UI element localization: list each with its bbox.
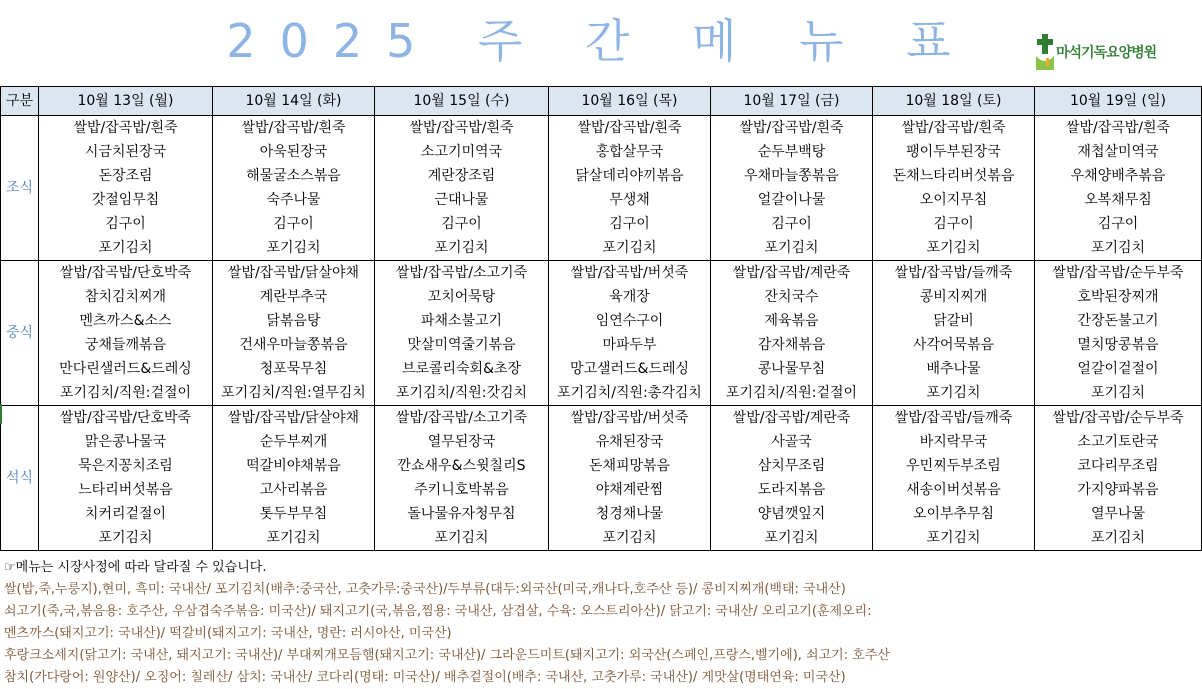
menu-cell: 포기김치: [873, 381, 1035, 406]
menu-cell: 청경채나물: [549, 502, 711, 526]
menu-cell: 건새우마늘쫑볶음: [213, 333, 375, 357]
menu-cell: 시금치된장국: [39, 140, 213, 164]
menu-cell: 홍합살무국: [549, 140, 711, 164]
menu-cell: 포기김치: [711, 526, 873, 551]
menu-cell: 콩비지찌개: [873, 285, 1035, 309]
note-line: 쇠고기(죽,국,볶음용: 호주산, 우삼겹숙주볶음: 미국산)/ 돼지고기(국,볶음,찜용: 국내산, 삼겹살, 수육: 오스트리아산)/ 닭고기: 국내산/ 오리고기(훈제오리:: [4, 604, 872, 619]
menu-cell: 팽이두부된장국: [873, 140, 1035, 164]
notes-section: [4, 557, 1199, 685]
menu-cell: 톳두부무침: [213, 502, 375, 526]
menu-cell: 느타리버섯볶음: [39, 478, 213, 502]
menu-cell: 포기김치: [375, 526, 549, 551]
menu-cell: 사골국: [711, 430, 873, 454]
menu-cell: 바지락무국: [873, 430, 1035, 454]
day-header: 10월 19일 (일): [1035, 87, 1202, 116]
day-header: 10월 18일 (토): [873, 87, 1035, 116]
menu-row: [1, 478, 1202, 502]
menu-cell: 쌀밥/잡곡밥/순두부죽: [1035, 406, 1202, 431]
menu-cell: 포기김치: [1035, 236, 1202, 261]
menu-cell: 돈채피망볶음: [549, 454, 711, 478]
note-line: 멘츠까스(돼지고기: 국내산)/ 떡갈비(돼지고기: 국내산, 명란: 러시아산, 미국산): [4, 626, 452, 641]
menu-cell: 재첩살미역국: [1035, 140, 1202, 164]
menu-cell: 삼치무조림: [711, 454, 873, 478]
day-header: 10월 15일 (수): [375, 87, 549, 116]
header-row: [1, 87, 1202, 116]
menu-cell: 포기김치: [549, 236, 711, 261]
menu-cell: 도라지볶음: [711, 478, 873, 502]
menu-cell: 포기김치: [549, 526, 711, 551]
menu-row: [1, 188, 1202, 212]
menu-cell: 돌나물유자청무침: [375, 502, 549, 526]
menu-cell: 쌀밥/잡곡밥/단호박죽: [39, 406, 213, 431]
menu-cell: 쌀밥/잡곡밥/흰죽: [873, 116, 1035, 141]
menu-cell: 우채마늘쫑볶음: [711, 164, 873, 188]
menu-cell: 아욱된장국: [213, 140, 375, 164]
menu-cell: 멸치땅콩볶음: [1035, 333, 1202, 357]
menu-cell: 김구이: [711, 212, 873, 236]
menu-cell: 쌀밥/잡곡밥/버섯죽: [549, 261, 711, 286]
menu-cell: 포기김치: [39, 526, 213, 551]
menu-cell: 김구이: [873, 212, 1035, 236]
menu-row: [1, 526, 1202, 551]
menu-cell: 포기김치/직원:총각김치: [549, 381, 711, 406]
hospital-logo: [1034, 32, 1169, 74]
menu-cell: 파채소불고기: [375, 309, 549, 333]
menu-cell: 숙주나물: [213, 188, 375, 212]
menu-cell: 코다리무조림: [1035, 454, 1202, 478]
menu-cell: 사각어묵볶음: [873, 333, 1035, 357]
menu-cell: 깐쇼새우&스윗칠리S: [375, 454, 549, 478]
menu-cell: 간장돈불고기: [1035, 309, 1202, 333]
menu-cell: 얼갈이나물: [711, 188, 873, 212]
menu-cell: 김구이: [213, 212, 375, 236]
menu-cell: 포기김치: [711, 236, 873, 261]
menu-cell: 맛살미역줄기볶음: [375, 333, 549, 357]
menu-cell: 새송이버섯볶음: [873, 478, 1035, 502]
menu-cell: 가지양파볶음: [1035, 478, 1202, 502]
day-header: 10월 17일 (금): [711, 87, 873, 116]
menu-cell: 쌀밥/잡곡밥/흰죽: [1035, 116, 1202, 141]
menu-cell: 김구이: [375, 212, 549, 236]
menu-cell: 김구이: [549, 212, 711, 236]
day-header: 10월 13일 (월): [39, 87, 213, 116]
menu-cell: 브로콜리숙회&초장: [375, 357, 549, 381]
menu-cell: 포기김치/직원:갓김치: [375, 381, 549, 406]
menu-row: [1, 164, 1202, 188]
menu-cell: 포기김치: [375, 236, 549, 261]
menu-cell: 쌀밥/잡곡밥/소고기죽: [375, 261, 549, 286]
menu-cell: 맑은콩나물국: [39, 430, 213, 454]
menu-cell: 배추나물: [873, 357, 1035, 381]
menu-cell: 제육볶음: [711, 309, 873, 333]
menu-row: [1, 454, 1202, 478]
menu-cell: 멘츠까스&소스: [39, 309, 213, 333]
menu-cell: 잔치국수: [711, 285, 873, 309]
menu-cell: 열무나물: [1035, 502, 1202, 526]
menu-cell: 오복채무침: [1035, 188, 1202, 212]
menu-cell: 마파두부: [549, 333, 711, 357]
menu-cell: 쌀밥/잡곡밥/계란죽: [711, 406, 873, 431]
menu-cell: 우채양배추볶음: [1035, 164, 1202, 188]
menu-cell: 쌀밥/잡곡밥/단호박죽: [39, 261, 213, 286]
menu-cell: 김구이: [1035, 212, 1202, 236]
menu-cell: 꼬치어묵탕: [375, 285, 549, 309]
meal-label: 석식: [1, 406, 39, 551]
menu-cell: 우민찌두부조림: [873, 454, 1035, 478]
page-title: 2025 주 간 메 뉴 표: [226, 14, 975, 68]
menu-cell: 닭볶음탕: [213, 309, 375, 333]
menu-cell: 닭갈비: [873, 309, 1035, 333]
menu-cell: 무생채: [549, 188, 711, 212]
menu-cell: 호박된장찌개: [1035, 285, 1202, 309]
menu-cell: 양념깻잎지: [711, 502, 873, 526]
menu-cell: 포기김치: [213, 236, 375, 261]
menu-cell: 오이지무침: [873, 188, 1035, 212]
menu-cell: 계란부추국: [213, 285, 375, 309]
menu-row: [1, 285, 1202, 309]
menu-row: [1, 381, 1202, 406]
menu-cell: 계란장조림: [375, 164, 549, 188]
weekly-menu-table: [0, 86, 1202, 551]
menu-cell: 유채된장국: [549, 430, 711, 454]
menu-cell: 포기김치/직원:열무김치: [213, 381, 375, 406]
menu-cell: 포기김치/직원:겉절이: [39, 381, 213, 406]
menu-cell: 참치김치찌개: [39, 285, 213, 309]
menu-cell: 쌀밥/잡곡밥/닭살야채: [213, 261, 375, 286]
menu-cell: 포기김치: [1035, 526, 1202, 551]
menu-row: [1, 261, 1202, 286]
note-line: 쌀(밥,죽,누룽지),현미, 흑미: 국내산/ 포기김치(배추:중국산, 고춧가루:중국산)/두부류(대두:외국산(미국,캐나다,호주산 등)/ 콩비지찌개(백태: 국내산): [4, 582, 846, 597]
menu-cell: 쌀밥/잡곡밥/버섯죽: [549, 406, 711, 431]
row-marker: [0, 404, 2, 424]
menu-row: [1, 212, 1202, 236]
menu-cell: 쌀밥/잡곡밥/순두부죽: [1035, 261, 1202, 286]
menu-cell: 순두부백탕: [711, 140, 873, 164]
menu-cell: 포기김치: [1035, 381, 1202, 406]
menu-cell: 쌀밥/잡곡밥/들깨죽: [873, 261, 1035, 286]
menu-cell: 야채계란찜: [549, 478, 711, 502]
menu-cell: 묵은지꽁치조림: [39, 454, 213, 478]
menu-cell: 쌀밥/잡곡밥/닭살야채: [213, 406, 375, 431]
menu-cell: 포기김치/직원:겉절이: [711, 381, 873, 406]
day-header: 10월 16일 (목): [549, 87, 711, 116]
menu-cell: 김구이: [39, 212, 213, 236]
menu-cell: 쌀밥/잡곡밥/들깨죽: [873, 406, 1035, 431]
menu-row: [1, 357, 1202, 381]
menu-cell: 쌀밥/잡곡밥/흰죽: [375, 116, 549, 141]
menu-row: [1, 309, 1202, 333]
menu-cell: 임연수구이: [549, 309, 711, 333]
menu-cell: 쌀밥/잡곡밥/흰죽: [39, 116, 213, 141]
menu-cell: 쌀밥/잡곡밥/소고기죽: [375, 406, 549, 431]
menu-cell: 감자채볶음: [711, 333, 873, 357]
note-line: 참치(가다랑어: 원양산)/ 오징어: 칠레산/ 삼치: 국내산/ 코다리(명태: 미국산)/ 배추겉절이(배추: 국내산, 고춧가루: 국내산)/ 게맛살(명태연육: 미국산): [4, 670, 846, 685]
menu-cell: 콩나물무침: [711, 357, 873, 381]
menu-cell: 갓절임무침: [39, 188, 213, 212]
day-header: 10월 14일 (화): [213, 87, 375, 116]
menu-cell: 쌀밥/잡곡밥/흰죽: [711, 116, 873, 141]
menu-cell: 망고샐러드&드레싱: [549, 357, 711, 381]
menu-row: [1, 116, 1202, 141]
menu-cell: 소고기토란국: [1035, 430, 1202, 454]
menu-row: [1, 140, 1202, 164]
menu-cell: 치커리겉절이: [39, 502, 213, 526]
meal-label: 조식: [1, 116, 39, 261]
menu-cell: 쌀밥/잡곡밥/흰죽: [213, 116, 375, 141]
menu-cell: 포기김치: [873, 236, 1035, 261]
menu-cell: 해물굴소스볶음: [213, 164, 375, 188]
menu-row: [1, 333, 1202, 357]
meal-label: 중식: [1, 261, 39, 406]
menu-cell: 쌀밥/잡곡밥/흰죽: [549, 116, 711, 141]
menu-cell: 소고기미역국: [375, 140, 549, 164]
note-line: 후랑크소세지(닭고기: 국내산, 돼지고기: 국내산)/ 부대찌개모듬햄(돼지고기: 국내산)/ 그라운드미트(돼지고기: 외국산(스페인,프랑스,벨기에), 쇠고기: 호주산: [4, 648, 890, 663]
menu-cell: 포기김치: [873, 526, 1035, 551]
menu-cell: 닭살데리야끼볶음: [549, 164, 711, 188]
menu-cell: 주키니호박볶음: [375, 478, 549, 502]
menu-row: [1, 502, 1202, 526]
menu-cell: 청포묵무침: [213, 357, 375, 381]
menu-cell: 포기김치: [213, 526, 375, 551]
menu-cell: 돈채느타리버섯볶음: [873, 164, 1035, 188]
menu-row: [1, 430, 1202, 454]
menu-cell: 궁채들깨볶음: [39, 333, 213, 357]
logo-text: 마석기독요양병원: [1056, 45, 1157, 61]
menu-cell: 오이부추무침: [873, 502, 1035, 526]
menu-row: [1, 236, 1202, 261]
menu-cell: 순두부찌개: [213, 430, 375, 454]
menu-cell: 고사리볶음: [213, 478, 375, 502]
division-header: 구분: [1, 87, 39, 116]
note-line: ☞메뉴는 시장사정에 따라 달라질 수 있습니다.: [4, 560, 267, 575]
menu-cell: 포기김치: [39, 236, 213, 261]
menu-cell: 육개장: [549, 285, 711, 309]
menu-cell: 돈장조림: [39, 164, 213, 188]
menu-row: [1, 406, 1202, 431]
menu-cell: 근대나물: [375, 188, 549, 212]
menu-cell: 얼갈이겉절이: [1035, 357, 1202, 381]
menu-cell: 쌀밥/잡곡밥/계란죽: [711, 261, 873, 286]
menu-cell: 열무된장국: [375, 430, 549, 454]
menu-cell: 떡갈비야채볶음: [213, 454, 375, 478]
menu-cell: 만다린샐러드&드레싱: [39, 357, 213, 381]
